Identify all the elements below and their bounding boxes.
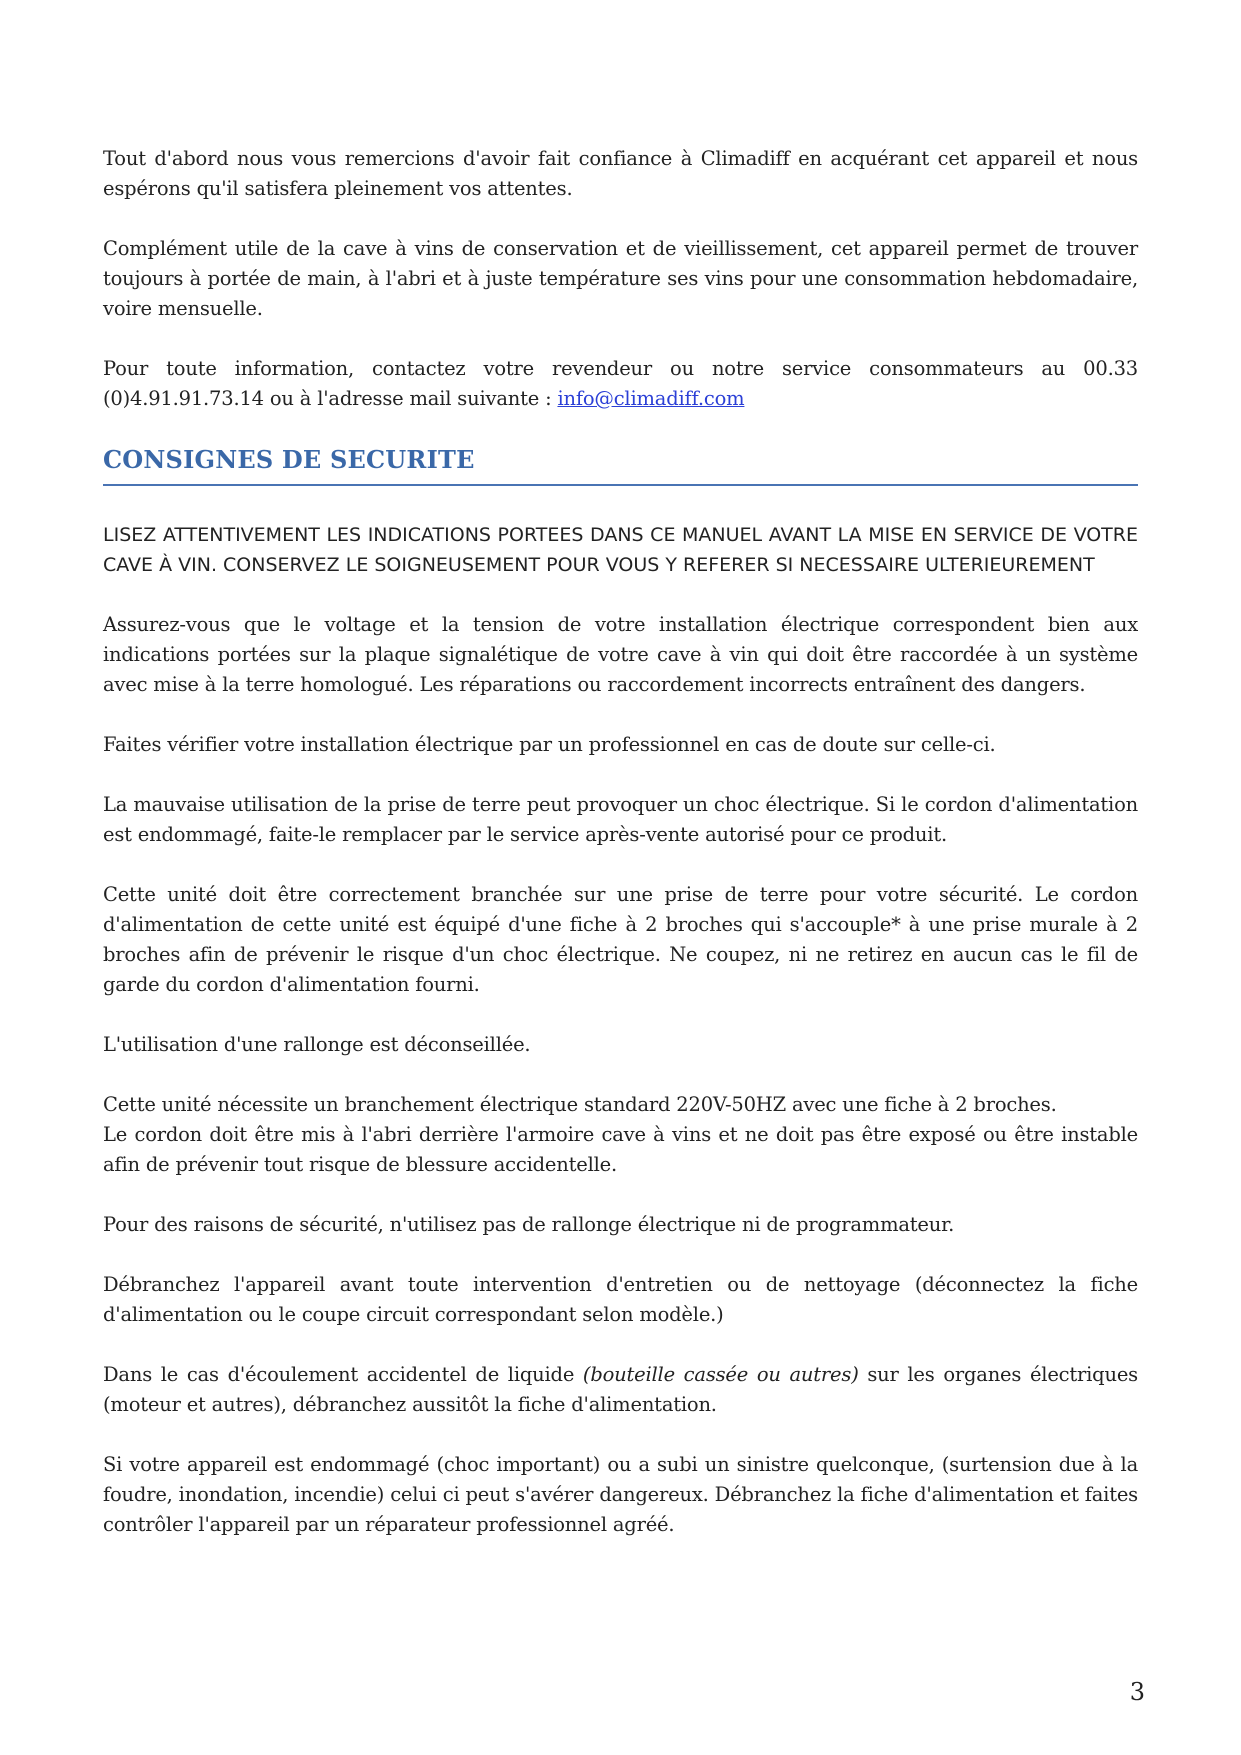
paragraph-liquid	[103, 1360, 1138, 1420]
page-number: 3	[1129, 1678, 1145, 1706]
contact-text: Pour toute information, contactez votre revendeur ou notre service consommateurs au 00.33 (0)4.91.91.73.14 ou à l'adresse mail suivante :	[103, 357, 1138, 410]
email-link[interactable]: info@climadiff.com	[557, 387, 745, 410]
liquid-text-start: Dans le cas d'écoulement accidentel de liquide	[103, 1363, 583, 1386]
power-standard-line: Cette unité nécessite un branchement électrique standard 220V-50HZ avec une fiche à 2 broches.	[103, 1093, 1057, 1116]
intro-section	[103, 144, 1138, 414]
intro-paragraph-contact	[103, 354, 1138, 414]
paragraph-ground: La mauvaise utilisation de la prise de terre peut provoquer un choc électrique. Si le cordon d'alimentation est endommagé, faite-le remplacer par le service après-vente autorisé pour ce produit.	[103, 793, 1138, 846]
paragraph-unplug: Débranchez l'appareil avant toute intervention d'entretien ou de nettoyage (déconnectez la fiche d'alimentation ou le coupe circuit correspondant selon modèle.)	[103, 1273, 1138, 1326]
cord-placement-line: Le cordon doit être mis à l'abri derrière l'armoire cave à vins et ne doit pas être exposé ou être instable afin de prévenir tout risque de blessure accidentelle.	[103, 1123, 1138, 1176]
paragraph-verification: Faites vérifier votre installation électrique par un professionnel en cas de doute sur celle-ci.	[103, 733, 996, 756]
liquid-text-end: sur les organes électriques (moteur et autres), débranchez aussitôt la fiche d'alimentation.	[103, 1363, 1138, 1416]
intro-paragraph-thanks: Tout d'abord nous vous remercions d'avoir fait confiance à Climadiff en acquérant cet appareil et nous espérons qu'il satisfera pleinement vos attentes.	[103, 147, 1138, 200]
page-content	[103, 144, 1138, 1540]
intro-paragraph-description: Complément utile de la cave à vins de conservation et de vieillissement, cet appareil permet de trouver toujours à portée de main, à l'abri et à juste température ses vins pour une consommation hebdomadaire, voire mensuelle.	[103, 237, 1138, 320]
paragraph-plug: Cette unité doit être correctement branchée sur une prise de terre pour votre sécurité. Le cordon d'alimentation de cette unité est équipé d'une fiche à 2 broches qui s'accouple* à une prise murale à 2 broches afin de prévenir le risque d'un choc électrique. Ne coupez, ni ne retirez en aucun cas le fil de garde du cordon d'alimentation fourni.	[103, 883, 1138, 996]
paragraph-extension: L'utilisation d'une rallonge est déconseillée.	[103, 1033, 531, 1056]
liquid-text-italic: (bouteille cassée ou autres)	[582, 1363, 859, 1386]
paragraph-damage: Si votre appareil est endommagé (choc important) ou a subi un sinistre quelconque, (surtension due à la foudre, inondation, incendie) celui ci peut s'avérer dangereux. Débranchez la fiche d'alimentation et faites contrôler l'appareil par un réparateur professionnel agréé.	[103, 1453, 1138, 1536]
warning-notice: LISEZ ATTENTIVEMENT LES INDICATIONS PORTEES DANS CE MANUEL AVANT LA MISE EN SERVICE DE VOTRE CAVE À VIN. CONSERVEZ LE SOIGNEUSEMENT POUR VOUS Y REFERER SI NECESSAIRE ULTERIEUREMENT	[103, 524, 1138, 576]
section-heading: CONSIGNES DE SECURITE	[103, 444, 1138, 486]
paragraph-voltage: Assurez-vous que le voltage et la tension de votre installation électrique correspondent bien aux indications portées sur la plaque signalétique de votre cave à vin qui doit être raccordée à un système avec mise à la terre homologué. Les réparations ou raccordement incorrects entraînent des dangers.	[103, 613, 1138, 696]
safety-instructions	[103, 610, 1138, 1540]
paragraph-programmer: Pour des raisons de sécurité, n'utilisez pas de rallonge électrique ni de programmateur.	[103, 1213, 955, 1236]
paragraph-power-standard	[103, 1090, 1138, 1180]
